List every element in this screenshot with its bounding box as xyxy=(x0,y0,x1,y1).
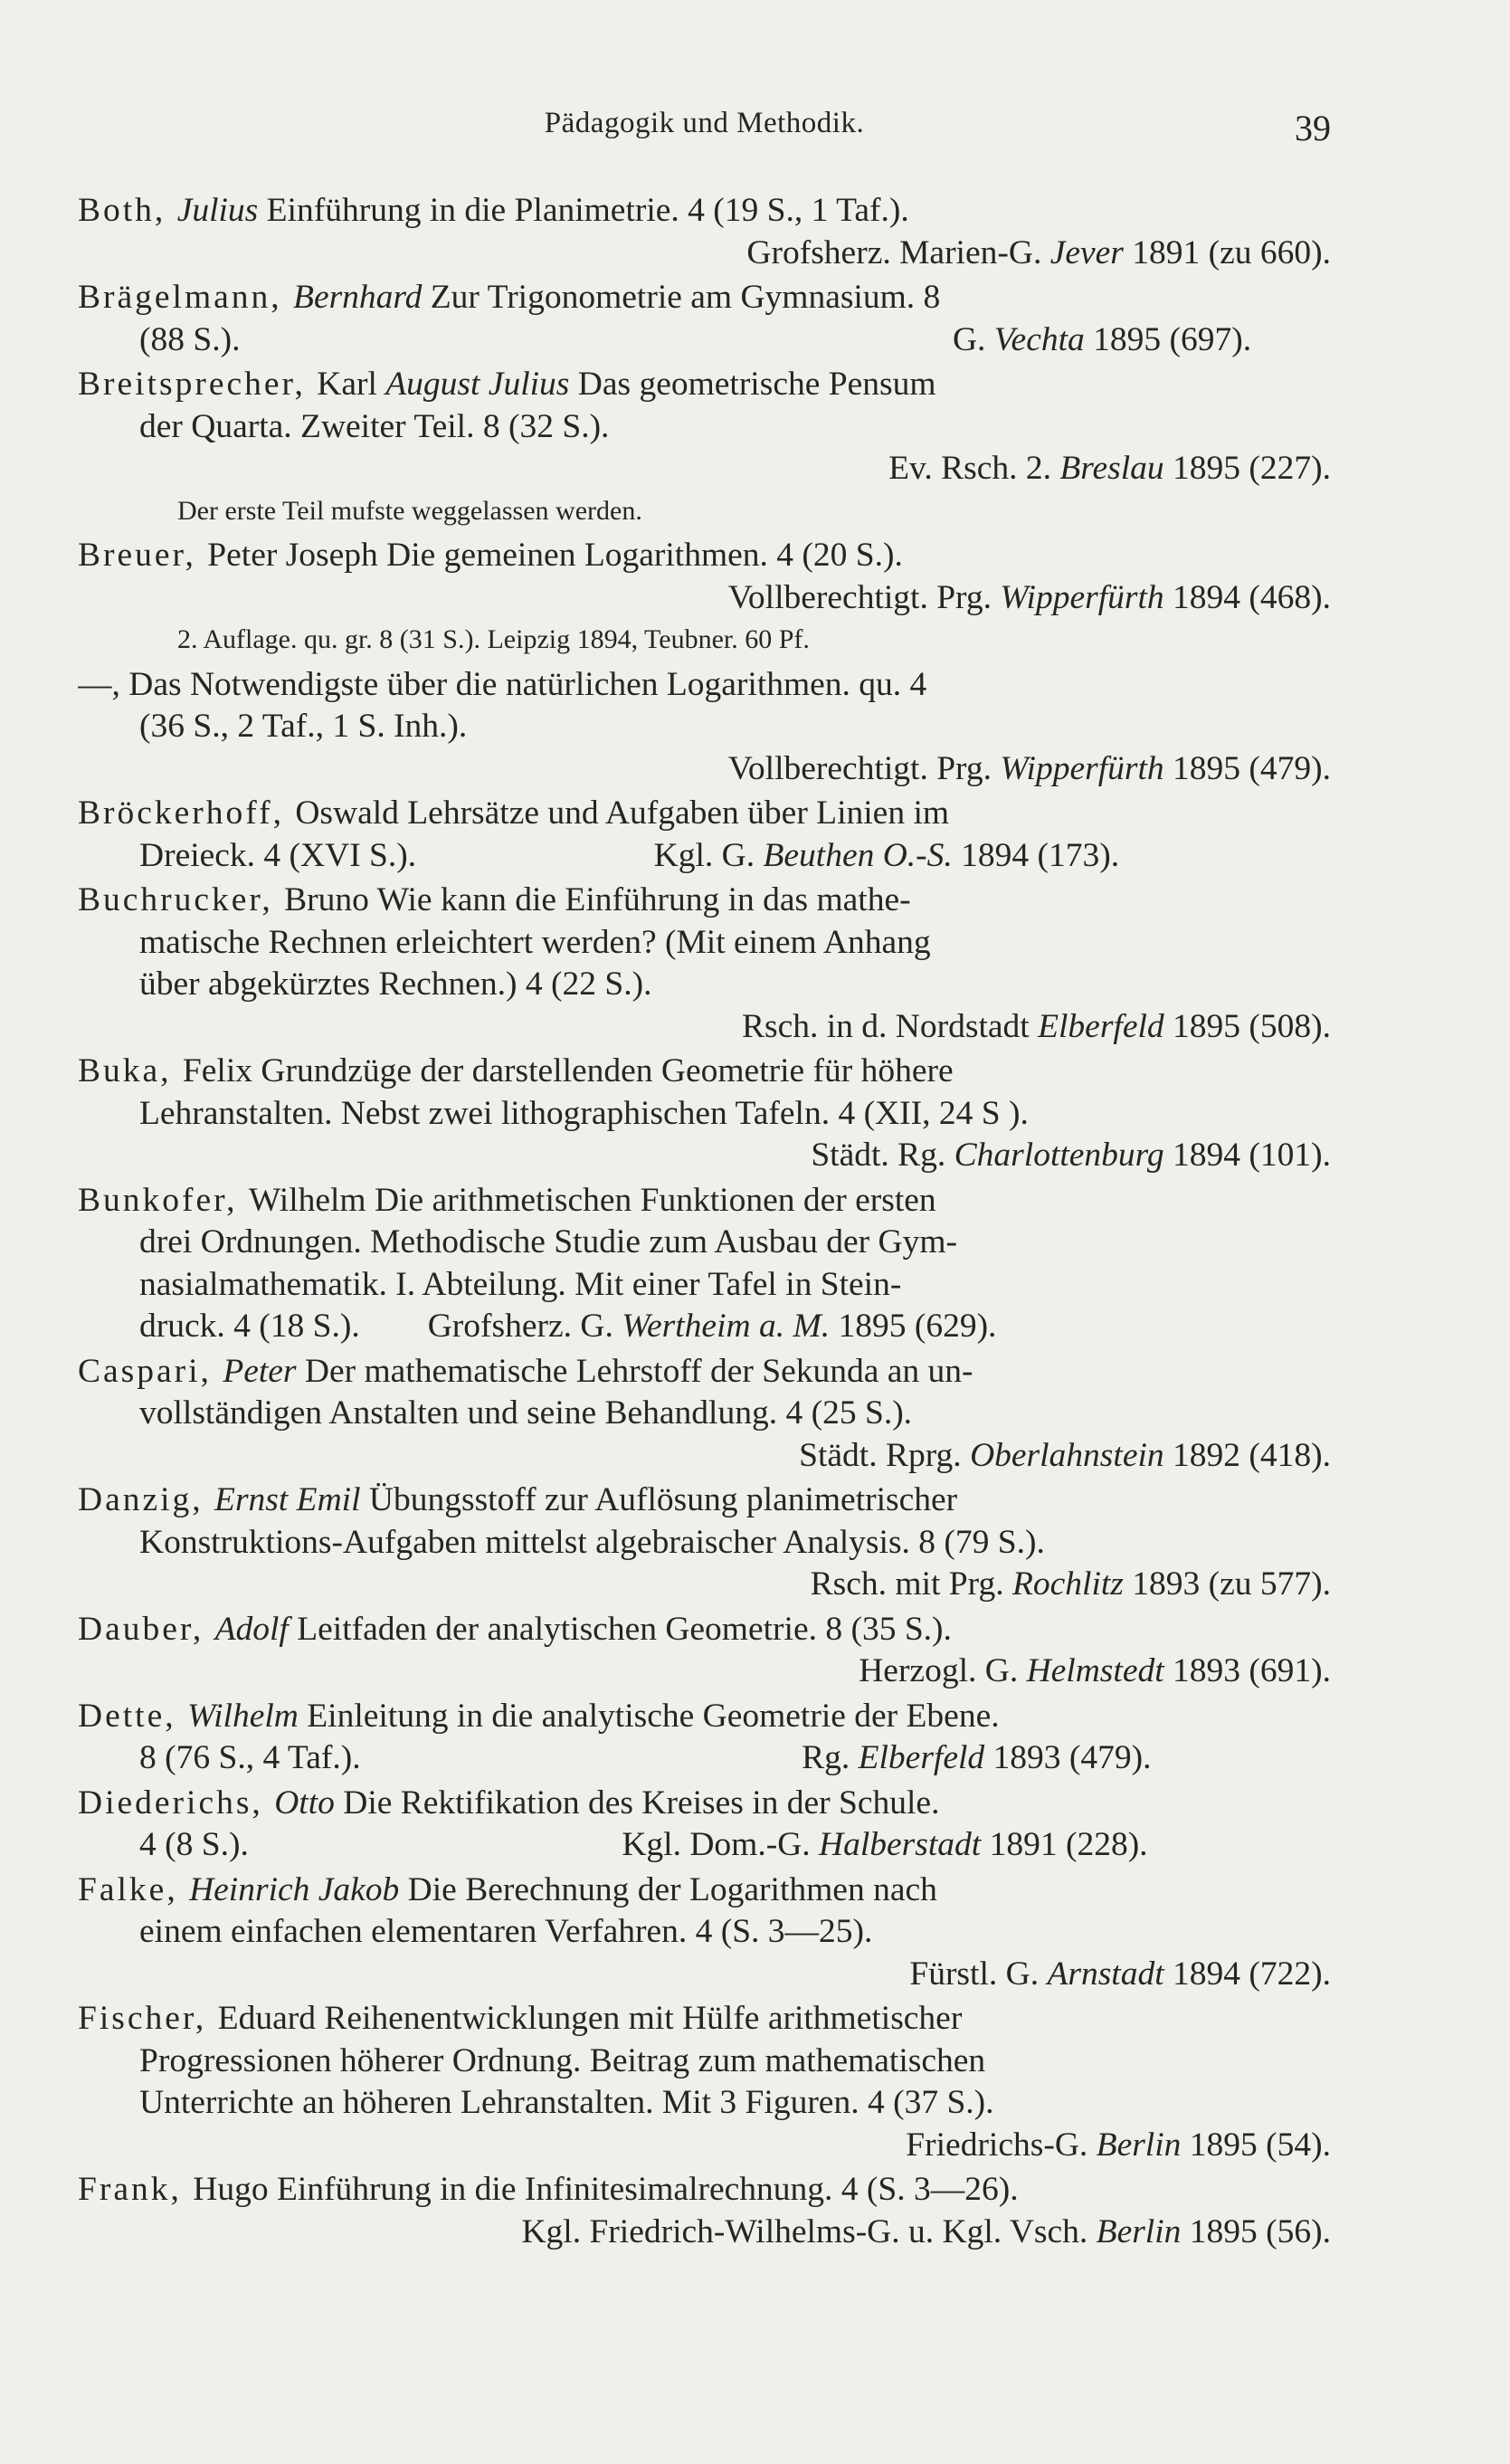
page-number: 39 xyxy=(1295,108,1331,148)
entry-text: Einleitung in die analytische Geometrie der Ebene. xyxy=(298,1697,1000,1735)
entry-text: Rsch. mit Prg. xyxy=(810,1565,1012,1603)
entry-line xyxy=(78,880,1331,922)
italic-text: Breslau xyxy=(1059,450,1164,487)
bibliography-entry xyxy=(78,1783,1331,1867)
bibliography-entry xyxy=(78,1479,1331,1606)
entry-text: Fürstl. G. xyxy=(909,1955,1048,1993)
entry-text: druck. 4 (18 S.). Grofsherz. G. xyxy=(139,1308,622,1345)
entry-line xyxy=(78,1435,1331,1478)
entry-line xyxy=(78,577,1331,620)
entry-line xyxy=(78,835,1331,878)
entry-line xyxy=(78,2212,1331,2254)
entry-text: der Quarta. Zweiter Teil. 8 (32 S.). xyxy=(139,407,610,445)
author-surname: Breitsprecher, xyxy=(78,366,318,403)
entry-text: 1893 (zu 577). xyxy=(1123,1565,1331,1603)
entry-line xyxy=(78,2082,1331,2125)
entry-line xyxy=(78,1564,1331,1606)
bibliography-entry xyxy=(78,1998,1331,2166)
author-surname: Diederichs, xyxy=(78,1784,275,1822)
entry-line xyxy=(78,2169,1331,2212)
entry-text: einem einfachen elementaren Verfahren. 4 (S. 3—25). xyxy=(139,1913,873,1950)
entry-line xyxy=(78,1135,1331,1177)
bibliography-entry xyxy=(78,1351,1331,1478)
entry-line xyxy=(78,1609,1331,1651)
bibliography-entry xyxy=(78,364,1331,532)
entry-line xyxy=(78,448,1331,490)
italic-text: Ernst Emil xyxy=(214,1481,361,1518)
entry-text: matische Rechnen erleichtert werden? (Mit einem Anhang xyxy=(139,923,931,961)
author-surname: Danzig, xyxy=(78,1481,215,1518)
entry-text: 2. Auflage. qu. gr. 8 (31 S.). Leipzig 1894, Teubner. 60 Pf. xyxy=(177,624,810,654)
entry-text: 1895 (56). xyxy=(1181,2212,1331,2250)
entry-text: 1892 (418). xyxy=(1163,1436,1331,1474)
entry-text: Wilhelm Die arithmetischen Funktionen der ersten xyxy=(248,1181,936,1219)
entry-text: Friedrichs-G. xyxy=(906,2126,1097,2164)
italic-text: Helmstedt xyxy=(1026,1652,1164,1689)
author-surname: Buchrucker, xyxy=(78,881,285,918)
author-surname: Both, xyxy=(78,192,177,229)
entry-text: Herzogl. G. xyxy=(859,1652,1027,1689)
entry-text: nasialmathematik. I. Abteilung. Mit einer Tafel in Stein- xyxy=(139,1265,902,1303)
bibliography-entry xyxy=(78,2169,1331,2253)
italic-text: Halberstadt xyxy=(819,1826,982,1863)
entry-text: Karl xyxy=(317,366,386,403)
running-title: Pädagogik und Methodik. xyxy=(544,107,865,139)
entry-line xyxy=(78,619,1331,661)
bibliography-entry xyxy=(78,1696,1331,1780)
entry-line xyxy=(78,1351,1331,1394)
bibliography-entry xyxy=(78,1609,1331,1693)
entry-text: Der mathematische Lehrstoff der Sekunda an un- xyxy=(296,1352,973,1390)
italic-text: Bernhard xyxy=(293,279,423,316)
italic-text: Vechta xyxy=(993,320,1085,358)
italic-text: Adolf xyxy=(214,1610,289,1648)
author-surname: Brägelmann, xyxy=(78,279,294,316)
italic-text: Wipperfürth xyxy=(1000,578,1164,616)
entry-text: Konstruktions-Aufgaben mittelst algebraischer Analysis. 8 (79 S.). xyxy=(139,1523,1045,1561)
entry-text: 1895 (508). xyxy=(1163,1007,1331,1045)
italic-text: Otto xyxy=(274,1784,335,1822)
entry-line xyxy=(78,2125,1331,2167)
entry-text: Zur Trigonometrie am Gymnasium. 8 xyxy=(422,279,941,316)
italic-text: Beuthen O.-S. xyxy=(763,836,953,874)
italic-text: Rochlitz xyxy=(1011,1565,1124,1603)
running-header xyxy=(78,107,1331,152)
entry-line xyxy=(78,1783,1331,1825)
entry-text: 1895 (629). xyxy=(830,1308,997,1345)
bibliography-entry xyxy=(78,277,1331,361)
entry-text: 1895 (697). xyxy=(1084,320,1252,358)
entry-text: 1891 (228). xyxy=(981,1826,1148,1863)
entry-text: 1894 (173). xyxy=(952,836,1120,874)
entry-text: Felix Grundzüge der darstellenden Geometrie für höhere xyxy=(182,1052,954,1089)
entry-line xyxy=(78,748,1331,791)
entry-text: Vollberechtigt. Prg. xyxy=(727,578,1001,616)
entry-text: Leitfaden der analytischen Geometrie. 8 (35 S.). xyxy=(288,1610,952,1648)
italic-text: Berlin xyxy=(1096,2212,1182,2250)
entry-line xyxy=(78,1998,1331,2041)
entry-text: Übungsstoff zur Auflösung planimetrischer xyxy=(360,1481,958,1518)
bibliography-entry xyxy=(78,880,1331,1048)
entry-line xyxy=(78,922,1331,965)
entry-text: 1893 (479). xyxy=(984,1739,1152,1776)
entry-line xyxy=(78,1479,1331,1522)
entry-text: Grofsherz. Marien-G. xyxy=(746,233,1050,271)
author-surname: Bunkofer, xyxy=(78,1181,249,1219)
entry-line xyxy=(78,1824,1331,1867)
entry-text: 1895 (479). xyxy=(1163,749,1331,787)
entry-line xyxy=(78,1696,1331,1738)
entry-line xyxy=(78,1093,1331,1136)
italic-text: Charlottenburg xyxy=(954,1137,1164,1174)
bibliography-entry xyxy=(78,664,1331,791)
entry-text: Die Rektifikation des Kreises in der Schule. xyxy=(334,1784,940,1822)
bibliography-entry xyxy=(78,1051,1331,1177)
bibliography-entry xyxy=(78,190,1331,274)
entry-line xyxy=(78,406,1331,449)
entry-text: Hugo Einführung in die Infinitesimalrechnung. 4 (S. 3—26). xyxy=(193,2171,1019,2208)
entry-text: Peter Joseph Die gemeinen Logarithmen. 4 (20 S.). xyxy=(207,537,903,574)
italic-text: Elberfeld xyxy=(1038,1007,1164,1045)
entry-line xyxy=(78,1869,1331,1912)
entry-line xyxy=(78,1180,1331,1222)
entry-text: 1895 (227). xyxy=(1163,450,1331,487)
italic-text: Wertheim a. M. xyxy=(622,1308,831,1345)
italic-text: August Julius xyxy=(385,366,570,403)
entry-line xyxy=(78,1651,1331,1693)
entry-line xyxy=(78,1264,1331,1307)
entry-line xyxy=(78,1522,1331,1565)
entry-text: Der erste Teil mufste weggelassen werden. xyxy=(177,495,642,526)
entry-text: Ev. Rsch. 2. xyxy=(888,450,1060,487)
italic-text: Wilhelm xyxy=(186,1697,299,1735)
entry-text: Das geometrische Pensum xyxy=(569,366,936,403)
entry-text: 1893 (691). xyxy=(1163,1652,1331,1689)
entry-line xyxy=(78,2041,1331,2083)
bibliography-entry xyxy=(78,535,1331,661)
entry-text: Vollberechtigt. Prg. xyxy=(727,749,1001,787)
italic-text: Peter xyxy=(223,1352,297,1390)
italic-text: Arnstadt xyxy=(1047,1955,1164,1993)
entry-text: —, Das Notwendigste über die natürlichen Logarithmen. qu. 4 xyxy=(78,665,927,703)
italic-text: Berlin xyxy=(1096,2126,1182,2164)
author-surname: Bröckerhoff, xyxy=(78,794,296,832)
entry-text: Einführung in die Planimetrie. 4 (19 S., 1 Taf.). xyxy=(258,192,909,229)
author-surname: Breuer, xyxy=(78,537,208,574)
entry-text: Oswald Lehrsätze und Aufgaben über Linien im xyxy=(295,794,950,832)
entry-text: 4 (8 S.). Kgl. Dom.-G. xyxy=(139,1826,820,1863)
italic-text: Heinrich Jakob xyxy=(189,1870,400,1908)
entry-line xyxy=(78,706,1331,748)
entry-line xyxy=(78,1954,1331,1996)
entry-text: Dreieck. 4 (XVI S.). Kgl. G. xyxy=(139,836,764,874)
entry-text: (88 S.). G. xyxy=(139,320,994,358)
italic-text: Elberfeld xyxy=(858,1739,985,1776)
entry-line xyxy=(78,364,1331,406)
author-surname: Fischer, xyxy=(78,2000,218,2037)
entry-text: Progressionen höherer Ordnung. Beitrag zum mathematischen xyxy=(139,2041,986,2079)
entry-text: Die Berechnung der Logarithmen nach xyxy=(399,1870,937,1908)
author-surname: Caspari, xyxy=(78,1352,223,1390)
entry-line xyxy=(78,535,1331,577)
entry-text: Städt. Rg. xyxy=(811,1137,954,1174)
italic-text: Oberlahnstein xyxy=(970,1436,1164,1474)
entry-line xyxy=(78,490,1331,533)
entry-text: 8 (76 S., 4 Taf.). Rg. xyxy=(139,1739,859,1776)
entry-line xyxy=(78,793,1331,835)
entry-line xyxy=(78,1306,1331,1348)
entry-line xyxy=(78,1222,1331,1264)
author-surname: Falke, xyxy=(78,1870,190,1908)
entry-line xyxy=(78,1393,1331,1435)
entry-text: 1894 (101). xyxy=(1163,1137,1331,1174)
entry-text: 1891 (zu 660). xyxy=(1123,233,1331,271)
entry-text: über abgekürztes Rechnen.) 4 (22 S.). xyxy=(139,966,652,1003)
entry-line xyxy=(78,1051,1331,1093)
entry-text: 1894 (468). xyxy=(1163,578,1331,616)
author-surname: Dette, xyxy=(78,1697,187,1735)
entry-text: Lehranstalten. Nebst zwei lithographischen Tafeln. 4 (XII, 24 S ). xyxy=(139,1094,1029,1132)
entry-line xyxy=(78,1006,1331,1049)
entry-text: drei Ordnungen. Methodische Studie zum Ausbau der Gym- xyxy=(139,1223,957,1261)
entry-line xyxy=(78,190,1331,233)
bibliography-list xyxy=(78,190,1331,2256)
entry-text: (36 S., 2 Taf., 1 S. Inh.). xyxy=(139,708,468,745)
entry-text: Unterrichte an höheren Lehranstalten. Mit 3 Figuren. 4 (37 S.). xyxy=(139,2084,994,2121)
bibliography-entry xyxy=(78,1180,1331,1348)
author-surname: Dauber, xyxy=(78,1610,215,1648)
bibliography-entry xyxy=(78,1869,1331,1996)
entry-text: Städt. Rprg. xyxy=(799,1436,971,1474)
italic-text: Wipperfürth xyxy=(1000,749,1164,787)
entry-text: Bruno Wie kann die Einführung in das mathe- xyxy=(284,881,911,918)
author-surname: Buka, xyxy=(78,1052,183,1089)
bibliography-entry xyxy=(78,793,1331,877)
entry-line xyxy=(78,233,1331,275)
entry-line xyxy=(78,319,1331,362)
entry-line xyxy=(78,277,1331,319)
entry-text: Kgl. Friedrich-Wilhelms-G. u. Kgl. Vsch. xyxy=(521,2212,1097,2250)
entry-line xyxy=(78,1737,1331,1780)
entry-line xyxy=(78,964,1331,1006)
entry-text: Rsch. in d. Nordstadt xyxy=(742,1007,1039,1045)
entry-text: 1894 (722). xyxy=(1163,1955,1331,1993)
author-surname: Frank, xyxy=(78,2171,194,2208)
entry-text: vollständigen Anstalten und seine Behandlung. 4 (25 S.). xyxy=(139,1394,913,1432)
italic-text: Jever xyxy=(1049,233,1124,271)
entry-line xyxy=(78,664,1331,707)
entry-text: Eduard Reihenentwicklungen mit Hülfe arithmetischer xyxy=(217,2000,963,2037)
italic-text: Julius xyxy=(176,192,259,229)
entry-line xyxy=(78,1911,1331,1954)
entry-text: 1895 (54). xyxy=(1181,2126,1331,2164)
